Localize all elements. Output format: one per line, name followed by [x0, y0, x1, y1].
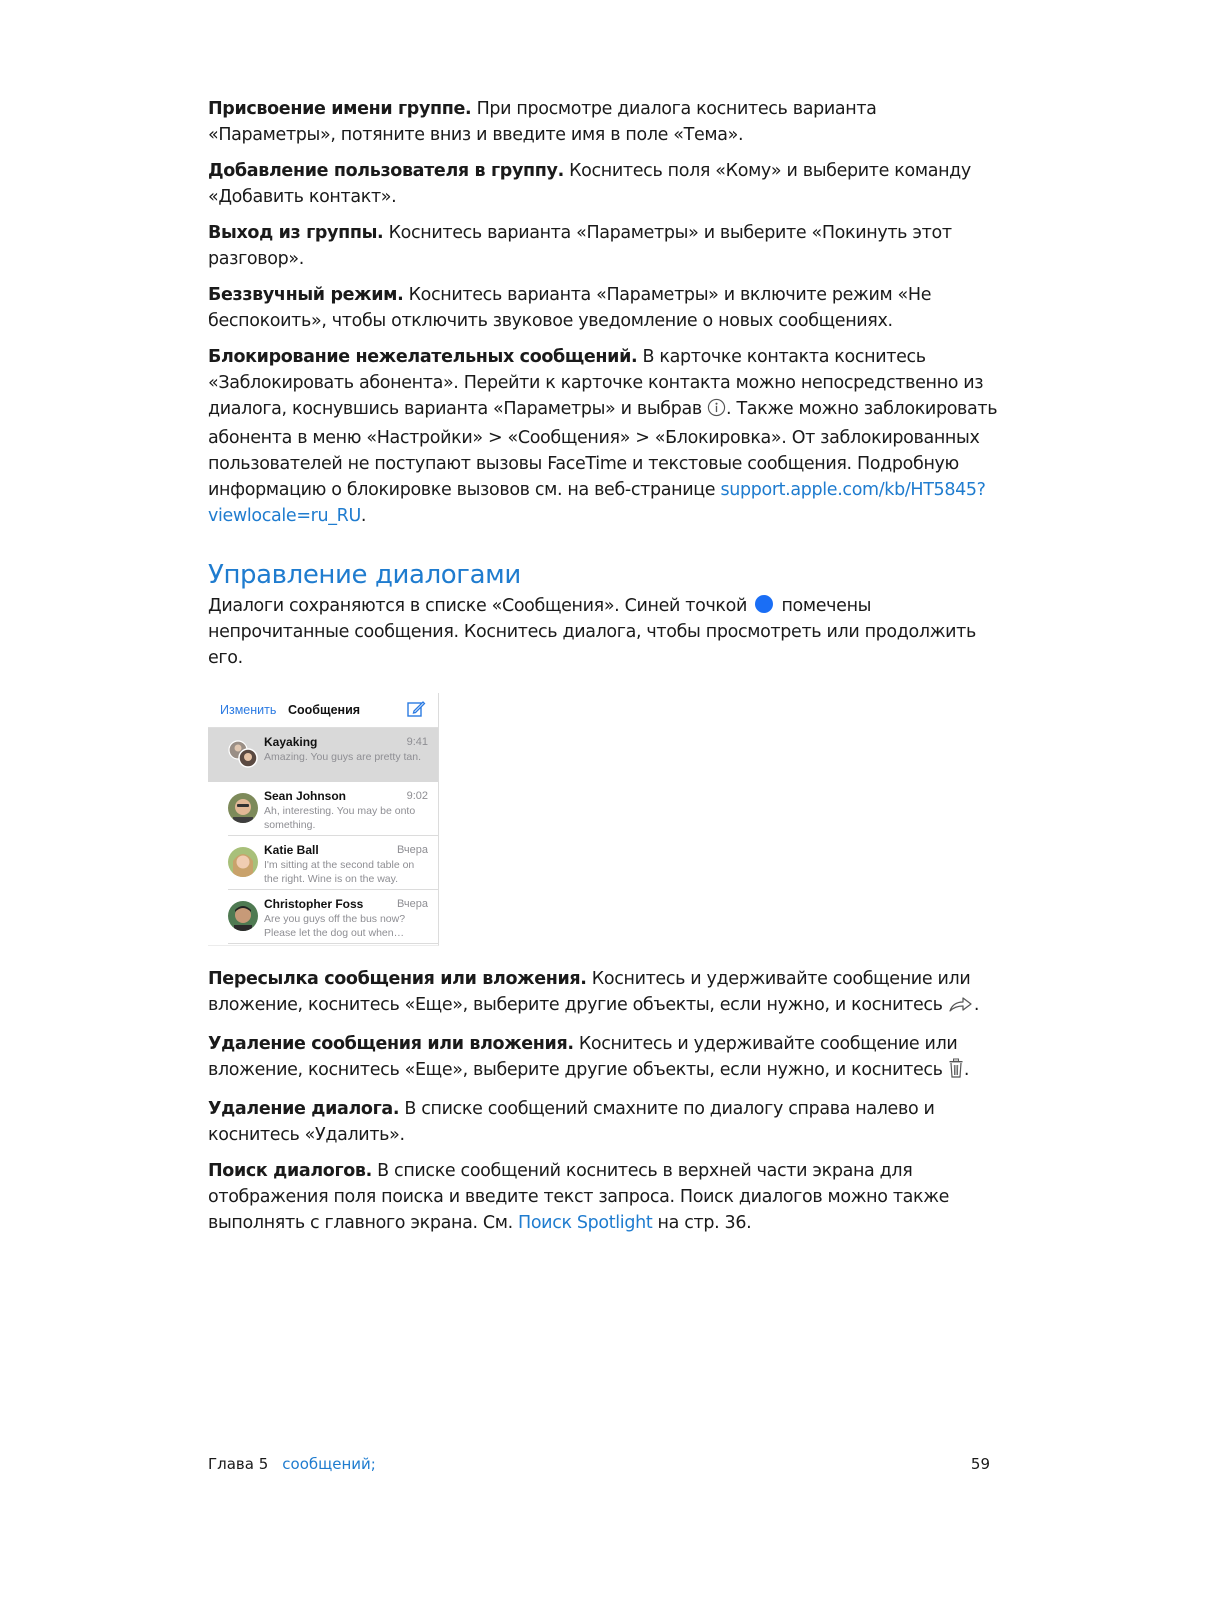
paragraph-forward: Пересылка сообщения или вложения. Коснитесь и удерживайте сообщение или вложение, коснитесь «Еще», выберите другие объекты, если нужно, и коснитесь . [208, 966, 998, 1021]
avatar [228, 793, 258, 823]
message-preview: I'm sitting at the second table on the right. Wine is on the way. [264, 859, 415, 885]
compose-icon[interactable] [406, 699, 426, 724]
contact-name: Sean Johnson [264, 789, 347, 803]
support-link[interactable]: support.apple.com/kb/HT5845?viewlocale=ru_RU [208, 480, 986, 526]
contact-name: Kayaking [264, 735, 318, 749]
page-body [208, 96, 998, 1246]
info-icon [707, 398, 726, 425]
paragraph-delete-message: Удаление сообщения или вложения. Коснитесь и удерживайте сообщение или вложение, коснитесь «Еще», выберите другие объекты, если нужно, и коснитесь . [208, 1031, 998, 1086]
avatar [228, 901, 258, 931]
paragraph-silent-mode: Беззвучный режим. Коснитесь варианта «Параметры» и включите режим «Не беспокоить», чтобы отключить звуковое уведомление о новых сообщениях. [208, 285, 932, 331]
page-number: 59 [970, 1455, 990, 1473]
paragraph-delete-dialog: Удаление диалога. В списке сообщений смахните по диалогу справа налево и коснитесь «Удалить». [208, 1099, 935, 1145]
message-time: 9:41 [406, 736, 428, 748]
group-avatar [228, 739, 258, 769]
message-preview: Amazing. You guys are pretty tan. [264, 751, 422, 763]
chapter-label: Глава 5 [208, 1455, 269, 1473]
edit-button[interactable]: Изменить [220, 703, 277, 717]
message-time: Вчера [396, 898, 428, 910]
row-divider [228, 943, 438, 944]
forward-icon [948, 995, 974, 1021]
contact-name: Christopher Foss [264, 897, 364, 911]
message-time: 9:02 [406, 790, 428, 802]
conversation-row-katie[interactable] [208, 836, 438, 890]
paragraph-leave-group: Выход из группы. Коснитесь варианта «Параметры» и выберите «Покинуть этот разговор». [208, 223, 952, 269]
conversation-row-sean[interactable] [208, 782, 438, 836]
section-title: Управление диалогами [208, 560, 521, 590]
message-preview: Are you guys off the bus now? Please let the dog out when… [264, 913, 406, 939]
conversation-row-kayaking[interactable] [208, 728, 438, 782]
messages-title: Сообщения [288, 703, 361, 717]
paragraph-add-user: Добавление пользователя в группу. Коснитесь поля «Кому» и выберите команду «Добавить контакт». [208, 161, 971, 207]
chapter-title-link[interactable]: сообщений; [282, 1455, 376, 1473]
spotlight-link[interactable]: Поиск Spotlight [518, 1213, 653, 1233]
paragraph-blocking: Блокирование нежелательных сообщений. В карточке контакта коснитесь «Заблокировать абонента». Перейти к карточке контакта можно непосредственно из диалога, коснувшись варианта «Параметры» и выбрав . Также можно заблокировать абонента в меню «Настройки» > «Сообщения» > «Блокировка». От заблокированных пользователей не поступают вызовы FaceTime и текстовые сообщения. Подробную информацию о блокировке вызовов см. на веб-странице support.apple.com/kb/HT5845?viewlocale=ru_RU. [208, 347, 998, 526]
unread-dot-icon [755, 595, 773, 613]
contact-name: Katie Ball [264, 843, 319, 857]
trash-icon [948, 1058, 964, 1086]
messages-screenshot [208, 693, 439, 946]
paragraph-group-name: Присвоение имени группе. При просмотре диалога коснитесь варианта «Параметры», потяните вниз и введите имя в поле «Тема». [208, 99, 877, 145]
message-time: Вчера [396, 844, 428, 856]
avatar [228, 847, 258, 877]
messages-nav-bar [208, 693, 438, 728]
message-preview: Ah, interesting. You may be onto something. [264, 805, 416, 831]
page-footer [208, 1455, 990, 1473]
conversation-row-christopher[interactable] [208, 890, 438, 944]
paragraph-search: Поиск диалогов. В списке сообщений коснитесь в верхней части экрана для отображения поля поиска и введите текст запроса. Поиск диалогов можно также выполнять с главного экрана. См. Поиск Spotlight на стр. 36. [208, 1161, 950, 1233]
section-intro: Диалоги сохраняются в списке «Сообщения». Синей точкой помечены непрочитанные сообщения. Коснитесь диалога, чтобы просмотреть или продолжить его. [208, 596, 976, 668]
